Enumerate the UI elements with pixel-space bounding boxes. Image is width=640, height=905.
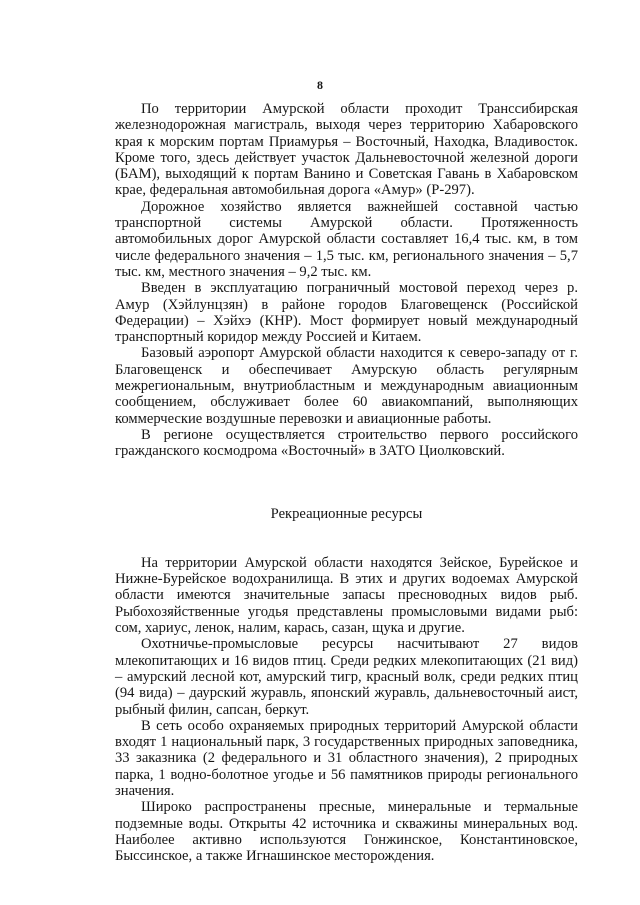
paragraph-protected-areas: В сеть особо охраняемых природных территорий Амурской области входят 1 национальный парк, 3 государственных природных заповедника, 33 заказника (2 федерального и 31 областного значения), 2 природных парка, 1 водно-болотное угодье и 56 памятников природы регионального значения. (115, 717, 578, 799)
paragraph-cosmodrome: В регионе осуществляется строительство первого российского гражданского космодрома «Восточный» в ЗАТО Циолковский. (115, 426, 578, 460)
page-number: 8 (317, 78, 323, 92)
paragraph-railway: По территории Амурской области проходит Транссибирская железнодорожная магистраль, выходя через территорию Хабаровского края к морским портам Приамурья – Восточный, Находка, Владивосток. Кроме того, здесь действует участок Дальневосточной железной дороги (БАМ), выходящий к портам Ванино и Советская Гавань в Хабаровском крае, федеральная автомобильная дорога «Амур» (Р-297). (115, 101, 578, 199)
paragraph-reservoirs: На территории Амурской области находятся Зейское, Бурейское и Нижне-Бурейское водохранилища. В этих и других водоемах Амурской области имеются значительные запасы пресноводных видов рыб. Рыбохозяйственные угодья представлены промысловыми видами рыб: сом, хариус, ленок, налим, карась, сазан, щука и другие. (115, 554, 578, 637)
paragraph-bridge: Введен в эксплуатацию пограничный мостовой переход через р. Амур (Хэйлунцзян) в районе городов Благовещенск (Российской Федерации) – Хэйхэ (КНР). Мост формирует новый международный транспортный коридор между Россией и Китаем. (115, 280, 578, 346)
paragraph-roads: Дорожное хозяйство является важнейшей составной частью транспортной системы Амурской области. Протяженность автомобильных дорог Амурской области составляет 16,4 тыс. км, в том числе федерального значения – 1,5 тыс. км, регионального значения – 5,7 тыс. км, местного значения – 9,2 тыс. км. (115, 198, 578, 280)
document-body (115, 101, 578, 864)
paragraph-mineral-waters: Широко распространены пресные, минеральные и термальные подземные воды. Открыты 42 источника и скважины минеральных вод. Наиболее активно используются Гонжинское, Константиновское, Быссинское, а также Игнашинское месторождения. (115, 799, 578, 865)
paragraph-airport: Базовый аэропорт Амурской области находится к северо-западу от г. Благовещенск и обеспечивает Амурскую область регулярным межрегиональным, внутриобластным и международным авиационным сообщением, обслуживает более 60 авиакомпаний, выполняющих коммерческие воздушные перевозки и авиационные работы. (115, 345, 578, 427)
paragraph-hunting: Охотничье-промысловые ресурсы насчитывают 27 видов млекопитающих и 16 видов птиц. Среди редких млекопитающих (21 вид) – амурский лесной кот, амурский тигр, красный волк, среди редких птиц (94 вида) – даурский журавль, японский журавль, дальневосточный аист, рыбный филин, сапсан, беркут. (115, 636, 578, 718)
section-heading: Рекреационные ресурсы (270, 505, 423, 522)
